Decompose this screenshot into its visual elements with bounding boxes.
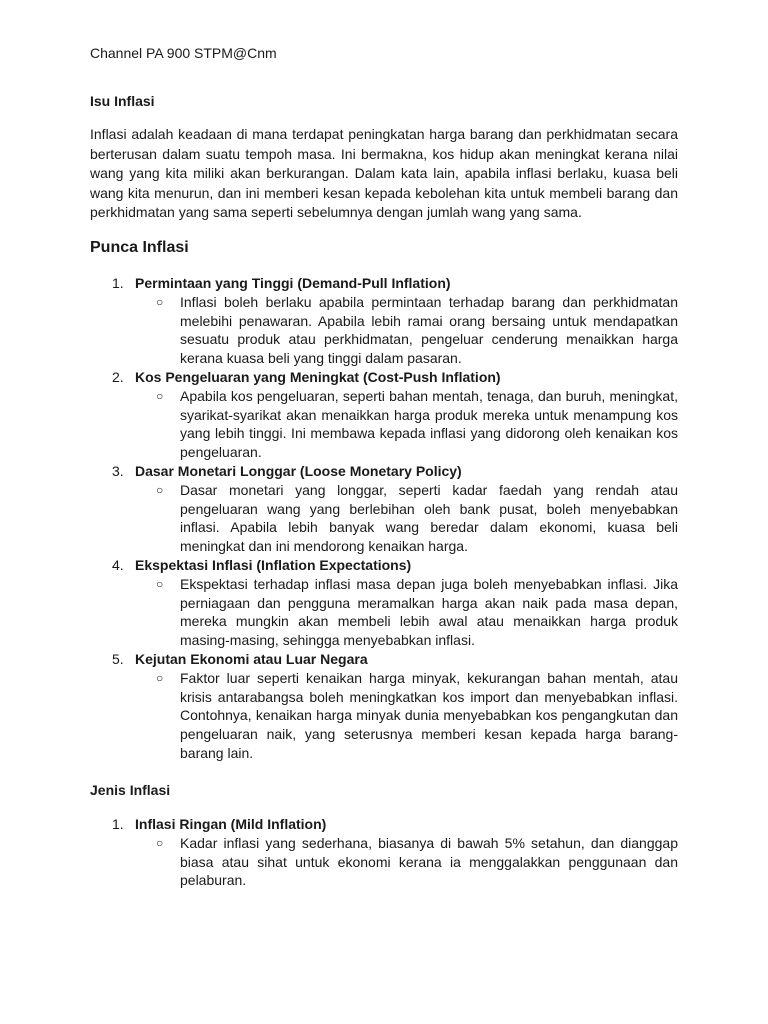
list-item-text: Ekspektasi terhadap inflasi masa depan juga boleh menyebabkan inflasi. Jika perniagaan dan pengguna meramalkan harga akan naik pada masa depan, mereka mungkin akan membeli lebih awal atau menaikkan harga produk masing-masing, sehingga menyebabkan inflasi.: [180, 575, 678, 649]
hollow-circle-bullet-icon: ○: [156, 670, 164, 685]
channel-header: Channel PA 900 STPM@Cnm: [90, 45, 277, 61]
list-item-title: Dasar Monetari Longgar (Loose Monetary Policy): [135, 462, 462, 479]
hollow-circle-bullet-icon: ○: [156, 388, 164, 403]
list-item-title: Ekspektasi Inflasi (Inflation Expectations): [135, 556, 412, 573]
list-item: [90, 650, 678, 763]
jenis-list: [90, 815, 678, 890]
list-item: [90, 815, 678, 890]
heading-isu-inflasi: Isu Inflasi: [90, 93, 155, 109]
hollow-circle-bullet-icon: ○: [156, 576, 164, 591]
isu-paragraph: Inflasi adalah keadaan di mana terdapat peningkatan harga barang dan perkhidmatan secara berterusan dalam suatu tempoh masa. Ini bermakna, kos hidup akan meningkat kerana nilai wang yang kita miliki akan berkurangan. Dalam kata lain, apabila inflasi berlaku, kuasa beli wang kita menurun, dan ini memberi kesan kepada kebolehan kita untuk membeli barang dan perkhidmatan yang sama seperti sebelumnya dengan jumlah wang yang sama.: [90, 126, 678, 220]
hollow-circle-bullet-icon: ○: [156, 294, 164, 309]
list-item-title: Kejutan Ekonomi atau Luar Negara: [135, 650, 368, 667]
list-item-text: Apabila kos pengeluaran, seperti bahan mentah, tenaga, dan buruh, meningkat, syarikat-syarikat akan menaikkan harga produk mereka untuk menampung kos yang lebih tinggi. Ini membawa kepada inflasi yang didorong oleh kenaikan kos pengeluaran.: [180, 387, 678, 461]
list-number: 1.: [112, 816, 124, 832]
heading-punca-inflasi: Punca Inflasi: [90, 239, 189, 256]
list-item-text: Faktor luar seperti kenaikan harga minyak, kekurangan bahan mentah, atau krisis antarabangsa boleh meningkatkan kos import dan menyebabkan inflasi. Contohnya, kenaikan harga minyak dunia menyebabkan kos pengangkutan dan pengeluaran naik, yang seterusnya memberi kesan kepada harga barang-barang lain.: [180, 669, 678, 761]
heading-jenis-inflasi: Jenis Inflasi: [90, 782, 171, 798]
list-item-text: Inflasi boleh berlaku apabila permintaan terhadap barang dan perkhidmatan melebihi penawaran. Apabila lebih ramai orang bersaing untuk mendapatkan sesuatu produk atau perkhidmatan, pengeluar cenderung menaikkan harga kerana kuasa beli yang tinggi dalam pasaran.: [180, 293, 678, 367]
list-item-title: Permintaan yang Tinggi (Demand-Pull Inflation): [135, 275, 451, 291]
punca-list: [90, 274, 678, 763]
hollow-circle-bullet-icon: ○: [156, 835, 164, 850]
list-item-text: Dasar monetari yang longgar, seperti kadar faedah yang rendah atau pengeluaran wang yang berlebihan oleh bank pusat, boleh menyebabkan inflasi. Apabila lebih banyak wang beredar dalam ekonomi, kuasa beli meningkat dan ini mendorong kenaikan harga.: [180, 481, 678, 555]
list-item-title: Kos Pengeluaran yang Meningkat (Cost-Push Inflation): [135, 368, 501, 385]
list-number: 3.: [112, 462, 124, 479]
list-item-title: Inflasi Ringan (Mild Inflation): [135, 816, 327, 832]
list-number: 2.: [112, 368, 124, 385]
list-number: 5.: [112, 650, 124, 667]
list-item: [90, 556, 678, 650]
hollow-circle-bullet-icon: ○: [156, 482, 164, 497]
list-number: 4.: [112, 556, 124, 573]
list-item: [90, 462, 678, 556]
list-item: [90, 368, 678, 462]
list-number: 1.: [112, 275, 124, 291]
list-item: [90, 274, 678, 368]
list-item-text: Kadar inflasi yang sederhana, biasanya di bawah 5% setahun, dan dianggap biasa atau sihat untuk ekonomi kerana ia menggalakkan penggunaan dan pelaburan.: [180, 834, 678, 889]
